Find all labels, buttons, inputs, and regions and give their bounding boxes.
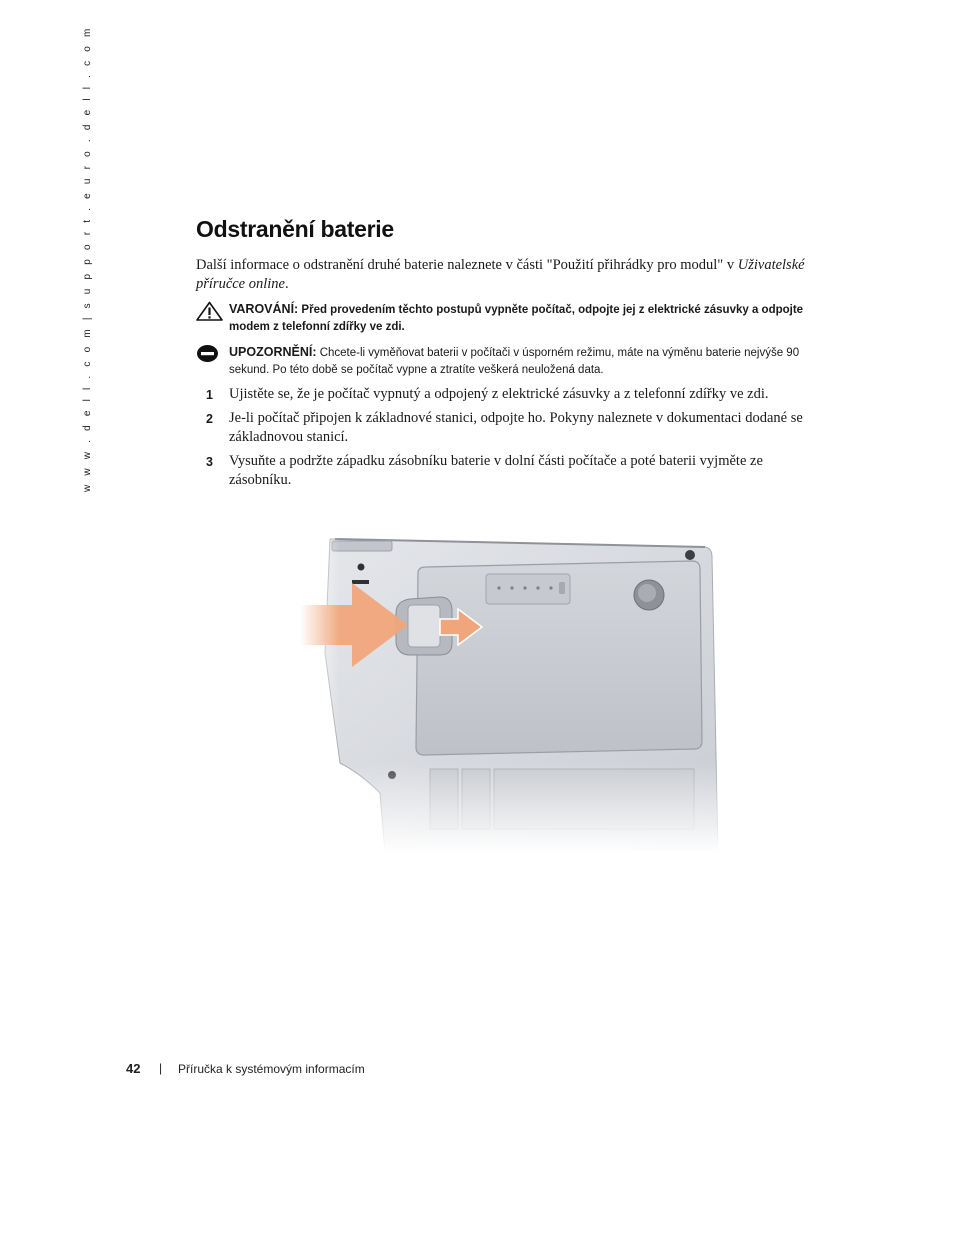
notice-icon [196,344,220,370]
footer-doc-title: Příručka k systémovým informacím [178,1062,365,1076]
step-number: 2 [206,412,213,426]
intro-manual-reference: Uživatelské příručce online [196,257,805,292]
step-text: Ujistěte se, že je počítač vypnutý a odpojený z elektrické zásuvky a z telefonní zdířky ve zdi. [229,386,769,402]
step-number: 1 [206,388,213,402]
page-title: Odstranění baterie [196,216,394,242]
step-item [196,452,816,490]
notice-label: UPOZORNĚNÍ: [229,345,317,359]
side-url: w w w . d e l l . c o m | s u p p o r t . e u r o . d e l l . c o m [82,25,93,492]
warning-text: Před provedením těchto postupů vypněte počítač, odpojte jej z elektrické zásuvky a odpojte modem z telefonní zdířky ve zdi. [229,304,804,333]
page-number: 42 [126,1061,141,1076]
intro-end: . [285,276,289,292]
intro-text: Další informace o odstranění druhé baterie naleznete v části "Použití přihrádky pro modul" v [196,257,738,273]
battery-removal-illustration [300,533,725,853]
notice-text: Chcete-li vyměňovat baterii v počítači v úsporném režimu, máte na výměnu baterie nejvýše 90 sekund. Po této době se počítač vypne a ztratíte veškerá neuložená data. [229,347,800,376]
warning-triangle-icon [196,301,223,327]
notice-note [196,344,816,379]
step-item [196,385,816,404]
step-item [196,409,816,447]
steps-list [196,385,816,495]
warning-label: VAROVÁNÍ: [229,302,299,316]
warning-note [196,301,816,336]
page-footer [126,1061,365,1076]
step-text: Je-li počítač připojen k základnové stanici, odpojte ho. Pokyny naleznete v dokumentaci dodané se základnovou stanicí. [229,410,803,445]
step-text: Vysuňte a podržte západku zásobníku baterie v dolní části počítače a poté baterii vyjměte ze zásobníku. [229,453,763,488]
footer-separator: | [159,1061,163,1075]
step-number: 3 [206,455,213,469]
intro-paragraph [196,256,816,294]
